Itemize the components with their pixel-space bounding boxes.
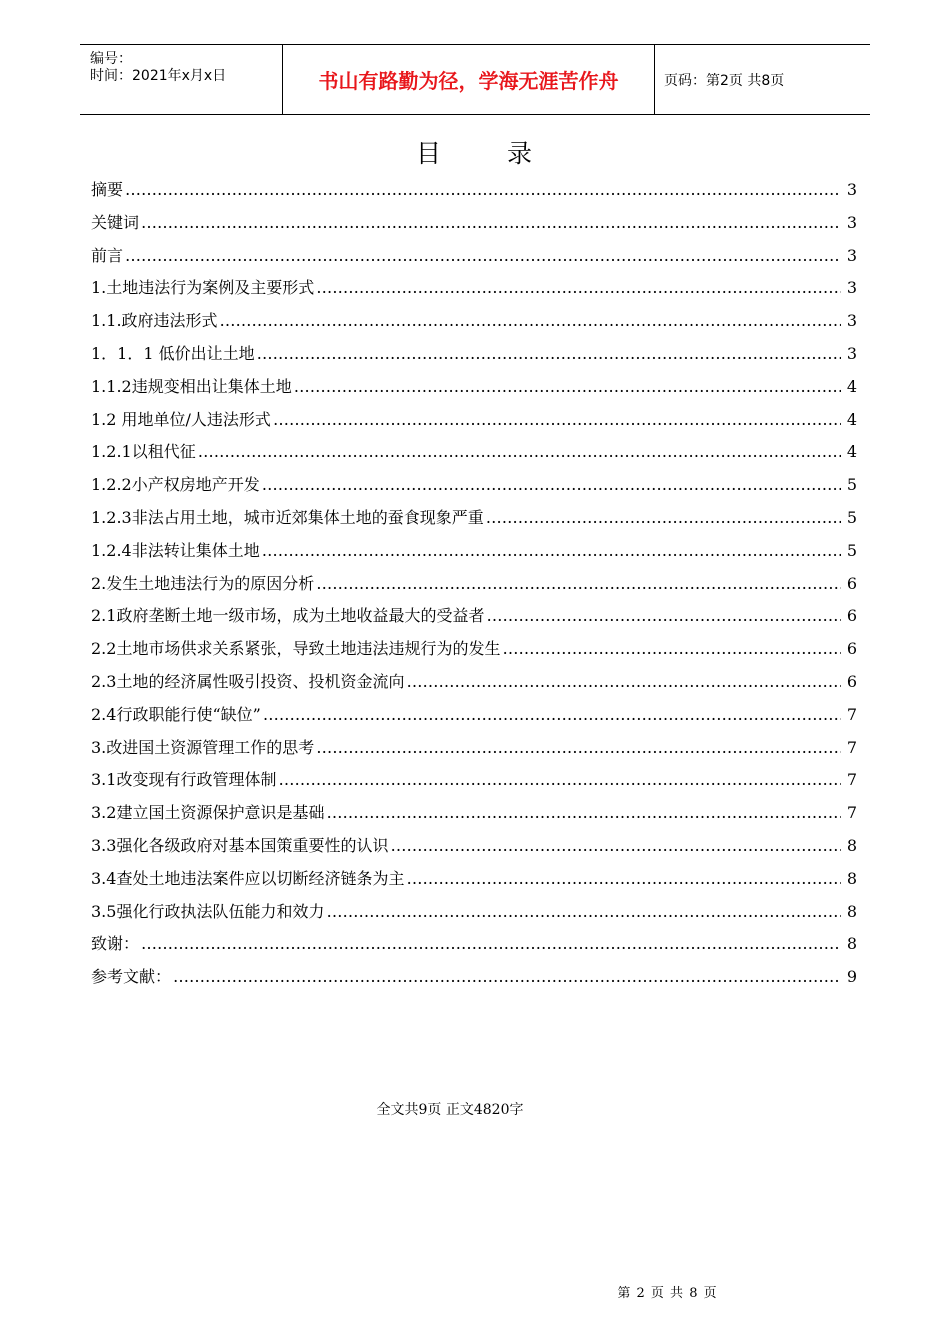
toc-leader-dots xyxy=(141,207,841,240)
toc-leader-dots xyxy=(486,600,841,633)
toc-entry-page: 3 xyxy=(846,180,857,199)
toc-title xyxy=(0,134,950,170)
toc-leader-dots xyxy=(502,633,841,666)
toc-entry-page: 6 xyxy=(846,573,857,593)
toc-entry[interactable] xyxy=(91,732,857,765)
time-label: 时间：2021年x月x日 xyxy=(90,68,227,84)
toc-title-part1: 目 xyxy=(415,139,443,168)
toc-entry[interactable] xyxy=(91,535,857,568)
toc-entry-page: 4 xyxy=(846,376,857,396)
toc-entry[interactable] xyxy=(91,600,857,633)
toc-entry-page: 9 xyxy=(846,967,857,987)
toc-entry-label: 2.发生土地违法行为的原因分析 xyxy=(91,573,315,593)
toc-leader-dots xyxy=(262,535,841,568)
toc-leader-dots xyxy=(257,338,841,371)
toc-entry-page: 7 xyxy=(846,704,857,724)
toc-entry[interactable] xyxy=(91,502,857,535)
toc-leader-dots xyxy=(125,174,841,207)
toc-entry-page: 6 xyxy=(846,639,857,659)
toc-entry-label: 关键词 xyxy=(91,212,140,232)
toc-entry-page: 3 xyxy=(846,212,857,232)
toc-entry-label: 2.3土地的经济属性吸引投资、投机资金流向 xyxy=(91,671,405,691)
toc-entry-label: 1.1.2违规变相出让集体土地 xyxy=(91,376,292,396)
toc-entry-page: 6 xyxy=(846,671,857,691)
toc-entry[interactable] xyxy=(91,338,857,371)
toc-entry-page: 5 xyxy=(846,540,857,560)
toc-entry-page: 7 xyxy=(846,803,857,823)
toc-entry[interactable] xyxy=(91,896,857,929)
toc-entry[interactable] xyxy=(91,436,857,469)
toc-entry-page: 8 xyxy=(846,901,857,921)
toc-title-part2: 录 xyxy=(507,139,535,168)
toc-entry-label: 1.2.1以租代征 xyxy=(91,442,196,462)
toc-entry[interactable] xyxy=(91,404,857,437)
toc-entry-page: 6 xyxy=(846,606,857,626)
toc-entry[interactable] xyxy=(91,797,857,830)
toc-entry[interactable] xyxy=(91,305,857,338)
toc-leader-dots xyxy=(198,436,841,469)
toc-entry-label: 致谢： xyxy=(91,934,140,954)
toc-leader-dots xyxy=(125,240,841,273)
toc-entry[interactable] xyxy=(91,961,857,994)
motto-text: 书山有路勤为径，学海无涯苦作舟 xyxy=(318,69,619,93)
toc-entry-page: 3 xyxy=(846,343,857,363)
toc-entry-page: 3 xyxy=(846,278,857,298)
toc-entry-label: 1.2.3非法占用土地，城市近郊集体土地的蚕食现象严重 xyxy=(91,507,484,527)
toc-leader-dots xyxy=(316,272,841,305)
toc-entry[interactable] xyxy=(91,928,857,961)
toc-leader-dots xyxy=(273,404,841,437)
number-label: 编号： xyxy=(90,51,132,67)
toc-entry-label: 3.1改变现有行政管理体制 xyxy=(91,770,277,790)
toc-entry-label: 参考文献： xyxy=(91,967,172,987)
toc-entry-label: 1.2.4非法转让集体土地 xyxy=(91,540,260,560)
toc-list xyxy=(91,174,857,994)
toc-entry-label: 前言 xyxy=(91,245,124,265)
page-info-text: 页码：第2页 共8页 xyxy=(664,72,785,89)
toc-entry-page: 5 xyxy=(846,475,857,495)
toc-entry-label: 2.1政府垄断土地一级市场，成为土地收益最大的受益者 xyxy=(91,606,485,626)
toc-entry-label: 3.3强化各级政府对基本国策重要性的认识 xyxy=(91,835,389,855)
toc-entry[interactable] xyxy=(91,469,857,502)
toc-entry[interactable] xyxy=(91,863,857,896)
toc-leader-dots xyxy=(486,502,841,535)
toc-entry[interactable] xyxy=(91,240,857,273)
toc-entry-page: 7 xyxy=(846,737,857,757)
toc-leader-dots xyxy=(220,305,841,338)
header-motto xyxy=(282,45,655,114)
toc-entry-page: 4 xyxy=(846,442,857,462)
toc-entry-label: 1.2 用地单位/人违法形式 xyxy=(91,409,271,429)
toc-entry[interactable] xyxy=(91,207,857,240)
toc-entry-page: 3 xyxy=(846,311,857,331)
toc-leader-dots xyxy=(406,863,841,896)
header-page-info xyxy=(655,45,870,114)
toc-entry-label: 1.1.政府违法形式 xyxy=(91,311,218,331)
toc-entry[interactable] xyxy=(91,272,857,305)
toc-leader-dots xyxy=(141,928,841,961)
toc-leader-dots xyxy=(278,764,841,797)
toc-entry[interactable] xyxy=(91,666,857,699)
toc-leader-dots xyxy=(263,699,841,732)
toc-leader-dots xyxy=(294,371,841,404)
toc-leader-dots xyxy=(390,830,841,863)
page-footer: 第 2 页 共 8 页 xyxy=(617,1286,718,1301)
toc-leader-dots xyxy=(262,469,841,502)
toc-entry-label: 3.4查处土地违法案件应以切断经济链条为主 xyxy=(91,868,405,888)
toc-entry-label: 2.2土地市场供求关系紧张，导致土地违法违规行为的发生 xyxy=(91,639,501,659)
toc-entry-label: 3.5强化行政执法队伍能力和效力 xyxy=(91,901,325,921)
toc-entry-label: 1．1．1 低价出让土地 xyxy=(91,343,255,363)
page-header xyxy=(80,44,870,115)
toc-leader-dots xyxy=(406,666,841,699)
toc-entry-label: 1.2.2小产权房地产开发 xyxy=(91,475,260,495)
toc-entry-label: 3.改进国土资源管理工作的思考 xyxy=(91,737,315,757)
document-summary: 全文共9页 正文4820字 xyxy=(376,1102,524,1118)
toc-leader-dots xyxy=(173,961,841,994)
toc-entry-label: 3.2建立国土资源保护意识是基础 xyxy=(91,803,325,823)
header-meta xyxy=(80,45,282,114)
toc-entry[interactable] xyxy=(91,764,857,797)
toc-entry[interactable] xyxy=(91,830,857,863)
toc-entry[interactable] xyxy=(91,633,857,666)
toc-entry-page: 8 xyxy=(846,934,857,954)
toc-entry[interactable] xyxy=(91,174,857,207)
toc-entry[interactable] xyxy=(91,371,857,404)
toc-leader-dots xyxy=(316,568,841,601)
toc-entry-label: 2.4行政职能行使“缺位” xyxy=(91,704,261,724)
toc-entry[interactable] xyxy=(91,699,857,732)
toc-entry-label: 摘要 xyxy=(91,180,124,199)
toc-entry-page: 8 xyxy=(846,868,857,888)
toc-entry-page: 3 xyxy=(846,245,857,265)
toc-entry-page: 4 xyxy=(846,409,857,429)
toc-entry-page: 8 xyxy=(846,835,857,855)
toc-leader-dots xyxy=(326,797,841,830)
toc-leader-dots xyxy=(326,896,841,929)
toc-entry-page: 5 xyxy=(846,507,857,527)
toc-entry[interactable] xyxy=(91,568,857,601)
toc-entry-label: 1.土地违法行为案例及主要形式 xyxy=(91,278,315,298)
toc-entry-page: 7 xyxy=(846,770,857,790)
toc-leader-dots xyxy=(316,732,841,765)
